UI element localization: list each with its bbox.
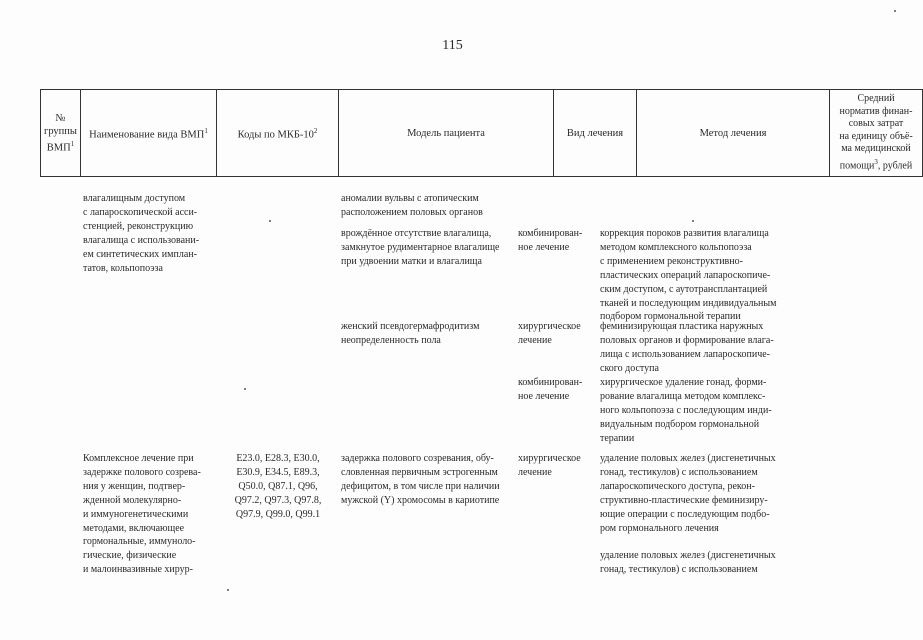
patient-model-vulva: аномалии вульвы с атопическим расположением половых органов <box>341 193 483 218</box>
header-vmp-name-sup: 1 <box>204 126 208 135</box>
treatment-type-combined-1: комбинирован- ное лечение <box>518 228 583 253</box>
header-treatment-method: Метод лечения <box>637 90 830 177</box>
scan-speck <box>894 10 896 12</box>
header-cost-sup: 3 <box>874 157 878 166</box>
header-vmp-name-text: Наименование вида ВМП <box>89 129 205 141</box>
patient-model-delayed-puberty: задержка полового созревания, обу- словленная первичным эстрогенным дефицитом, в том числе при наличии мужской (Y) хромосомы в кариотипе <box>341 453 500 506</box>
treatment-method-gonad-removal-1: хирургическое удаление гонад, форми- рование влагалища методом комплекс- ного кольпопоэза с последующим инди- видуальным подбором гормональной терапии <box>600 377 772 444</box>
treatment-type-surgical-1: хирургическое лечение <box>518 321 581 346</box>
treatment-type-surgical-2: хирургическое лечение <box>518 453 581 478</box>
mkb-codes-list: E23.0, E28.3, E30.0, E30.9, E34.5, E89.3, Q50.0, Q87.1, Q96, Q97.2, Q97.3, Q97.8, Q97.9, Q99.0, Q99.1 <box>234 453 322 520</box>
header-treatment-type: Вид лечения <box>554 90 637 177</box>
scan-speck <box>244 388 246 390</box>
treatment-type-combined-2: комбинирован- ное лечение <box>518 377 583 402</box>
page-number: 115 <box>442 38 463 53</box>
header-mkb-codes <box>217 90 339 177</box>
treatment-method-gonad-removal-2: удаление половых желез (дисгенетичных гонад, тестикулов) с использованием лапароскопического доступа, рекон- структивно-пластические феминизиру- ющие операции с последующим подбо- ром гормонального лечения <box>600 453 776 534</box>
scan-speck <box>227 589 229 591</box>
header-vmp-name <box>81 90 217 177</box>
vmp-name-delayed-puberty: Комплексное лечение при задержке полового созрева- ния у женщин, подтвер- жденной молекулярно- и иммуногенетическими методами, включающее гормональные, иммуноло- гические, физические и малоинвазивные хирур- <box>83 453 201 576</box>
vmp-name-cont: влагалищным доступом с лапароскопической асси- стенцией, реконструкцию влагалища с использовани- ем синтетических имплан- татов, кольпопоэза <box>83 193 200 274</box>
header-mkb-codes-sup: 2 <box>313 126 318 135</box>
header-cost <box>830 90 923 177</box>
header-group-number-sup: 1 <box>70 139 75 148</box>
scan-speck <box>269 220 271 222</box>
header-mkb-codes-text: Коды по МКБ-10 <box>237 129 314 141</box>
header-patient-model: Модель пациента <box>339 90 554 177</box>
patient-model-pseudohermaphroditism: женский псевдогермафродитизм неопределенность пола <box>341 321 480 346</box>
treatment-method-feminizing-plasty: феминизирующая пластика наружных половых органов и формирование влага- лища с использованием лапароскопиче- ского доступа <box>600 321 774 374</box>
treatment-method-colpopoiesis: коррекция пороков развития влагалища методом комплексного кольпопоэза с применением реконструктивно- пластических операций лапароскопиче- ским доступом, с аутотрансплантацией тканей и последующим индивидуальным подбором гормональной терапии <box>600 228 777 323</box>
header-group-number <box>41 90 81 177</box>
treatment-method-gonad-removal-3: удаление половых желез (дисгенетичных гонад, тестикулов) с использованием <box>600 550 776 575</box>
header-group-number-text: № группы ВМП <box>44 112 77 154</box>
header-cost-unit: , рублей <box>877 160 913 172</box>
patient-model-vagina-absence: врождённое отсутствие влагалища, замкнутое рудиментарное влагалище при удвоении матки и влагалища <box>341 228 500 267</box>
header-cost-text: Средний норматив финан- совых затрат на единицу объё- ма медицинской помощи <box>839 93 913 172</box>
table-header <box>40 89 923 177</box>
scan-speck <box>692 220 694 222</box>
